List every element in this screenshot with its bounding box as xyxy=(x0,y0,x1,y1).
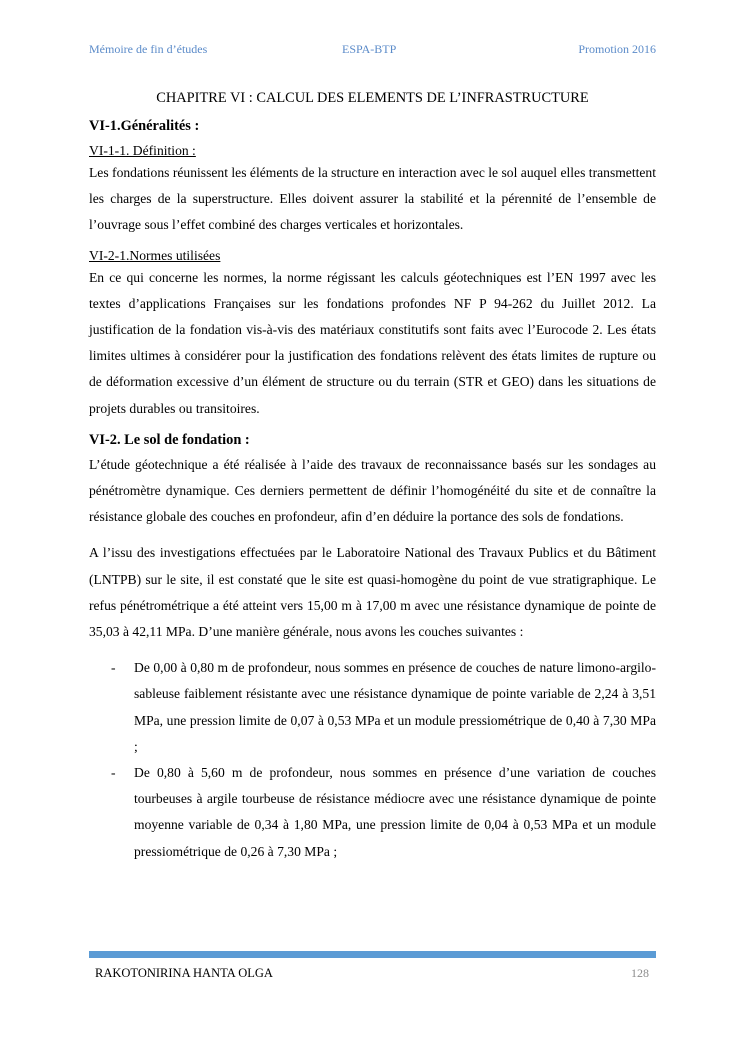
section-heading-sol-de-fondation: VI-2. Le sol de fondation : xyxy=(89,431,250,448)
list-bullet: - xyxy=(111,660,116,676)
soil-layers-list xyxy=(89,655,656,865)
paragraph-etude-geotechnique: L’étude géotechnique a été réalisée à l’aide des travaux de reconnaissance basés sur les sondages au pénétromètre dynamique. Ces derniers permettent de définir l’homogénéité du site et de connaître la résistance globale des couches en profondeur, afin d’en déduire la portance des sols de fondations. xyxy=(89,456,656,525)
header-left-text: Mémoire de fin d’études xyxy=(89,42,208,56)
list-item xyxy=(89,760,656,865)
header-right-text: Promotion 2016 xyxy=(578,42,656,56)
page-number: 128 xyxy=(631,966,649,980)
section-heading-generalites: VI-1.Généralités : xyxy=(89,118,200,134)
list-bullet: - xyxy=(111,765,116,781)
header-center-text: ESPA-BTP xyxy=(342,42,397,56)
footer-divider-bar xyxy=(89,951,656,958)
paragraph-investigations: A l’issu des investigations effectuées par le Laboratoire National des Travaux Publics et du Bâtiment (LNTPB) sur le site, il est constaté que le site est quasi-homogène du point de vue stratigraphique. Le refus pénétrométrique a été atteint vers 15,00 m à 17,00 m avec une résistance dynamique de pointe de 35,03 à 42,11 MPa. D’une manière générale, nous avons les couches suivantes : xyxy=(89,545,656,640)
footer-author: RAKOTONIRINA HANTA OLGA xyxy=(95,966,273,980)
paragraph-definition: Les fondations réunissent les éléments de la structure en interaction avec le sol auquel elles transmettent les charges de la superstructure. Elles doivent assurer la stabilité et la pérennité de l’ensemble de l’ouvrage sous l’effet combiné des charges verticales et horizontales. xyxy=(89,165,656,233)
subsection-title-definition: VI-1-1. Définition : xyxy=(89,143,196,158)
page-content xyxy=(89,88,656,865)
subsection-title-normes: VI-2-1.Normes utilisées xyxy=(89,247,221,263)
paragraph-normes: En ce qui concerne les normes, la norme régissant les calculs géotechniques est l’EN 1997 avec les textes d’applications Françaises sur les fondations profondes NF P 94-262 du Juillet 2012. La justification de la fondation vis-à-vis des matériaux constitutifs sont faits avec l’Eurocode 2. Les états limites ultimes à considérer pour la justification des fondations relèvent des états limites de rupture ou de déformation excessive d’un élément de structure ou du terrain (STR et GEO) dans les situations de projets durables ou transitoires. xyxy=(89,269,656,416)
chapter-title: CHAPITRE VI : CALCUL DES ELEMENTS DE L’INFRASTRUCTURE xyxy=(156,90,589,106)
list-item-text: De 0,80 à 5,60 m de profondeur, nous sommes en présence d’une variation de couches tourbeuses à argile tourbeuse de résistance médiocre avec une résistance dynamique de pointe moyenne variable de 0,34 à 1,80 MPa, une pression limite de 0,04 à 0,53 MPa et un module pressiométrique de 0,26 à 7,30 MPa ; xyxy=(134,765,656,859)
list-item-text: De 0,00 à 0,80 m de profondeur, nous sommes en présence de couches de nature limono-argilo-sableuse faiblement résistante avec une résistance dynamique de pointe variable de 2,24 à 3,51 MPa, une pression limite de 0,07 à 0,53 MPa et un module pressiométrique de 0,40 à 7,30 MPa ; xyxy=(134,660,656,754)
list-item xyxy=(89,655,656,760)
